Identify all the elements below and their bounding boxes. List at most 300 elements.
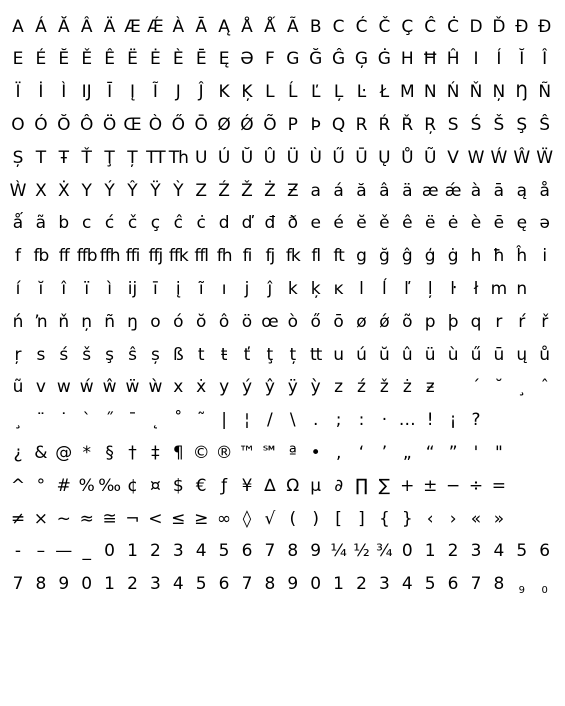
glyph-cell: µ: [310, 475, 322, 496]
glyph-cell: +: [400, 475, 415, 496]
glyph-cell: ä: [402, 180, 413, 201]
glyph-cell: <: [148, 508, 163, 529]
glyph-cell: 3: [149, 574, 161, 595]
glyph-cell: ]: [358, 508, 365, 529]
glyph-cell: ◊: [242, 508, 252, 529]
glyph-cell: Ż: [264, 180, 276, 201]
glyph-cell: @: [55, 442, 73, 463]
glyph-cell: ð: [287, 213, 298, 234]
glyph-cell: –: [36, 541, 46, 562]
glyph-cell: }: [401, 508, 413, 529]
glyph-cell: √: [264, 508, 276, 529]
glyph-cell: 0: [310, 574, 322, 595]
glyph-cell: 1: [333, 574, 344, 595]
glyph-cell: ?: [471, 410, 481, 431]
glyph-cell: Ĺ: [288, 82, 298, 103]
glyph-cell: N: [423, 82, 437, 103]
glyph-cell: ”: [448, 442, 458, 463]
glyph-cell: ẅ: [125, 377, 140, 398]
glyph-cell: A: [12, 16, 24, 37]
glyph-row: [0, 373, 565, 403]
glyph-cell: 2: [356, 574, 367, 595]
glyph-cell: ƒ: [221, 475, 228, 496]
glyph-cell: ñ: [104, 311, 115, 332]
glyph-cell: ≅: [102, 508, 117, 529]
glyph-cell: 0: [401, 541, 413, 562]
glyph-cell: ċ: [196, 213, 206, 234]
glyph-cell: V: [447, 147, 459, 168]
glyph-cell: ş: [105, 344, 115, 365]
glyph-cell: G: [286, 49, 300, 70]
glyph-cell: ú: [356, 344, 367, 365]
glyph-cell: Ã: [286, 16, 299, 37]
glyph-cell: r: [495, 311, 503, 332]
glyph-cell: ț: [289, 344, 297, 365]
glyph-cell: Š: [493, 114, 505, 135]
glyph-cell: Ŀ: [356, 82, 367, 103]
glyph-cell: 2: [447, 541, 459, 562]
glyph-cell: ì: [107, 278, 112, 299]
glyph-cell: Æ: [124, 16, 141, 37]
glyph-cell: ŝ: [128, 344, 137, 365]
glyph-cell: 3: [470, 541, 482, 562]
glyph-row: [0, 471, 565, 501]
glyph-cell: i: [542, 246, 548, 267]
glyph-cell: Ź: [218, 180, 230, 201]
glyph-cell: Y: [81, 180, 92, 201]
glyph-cell: Ĳ: [81, 82, 92, 103]
glyph-cell: ę: [516, 213, 528, 234]
glyph-cell: ė: [447, 213, 459, 234]
glyph-cell: »: [493, 508, 505, 529]
glyph-cell: Ć: [355, 16, 368, 37]
glyph-cell: ÷: [468, 475, 484, 496]
glyph-cell: 7: [12, 574, 24, 595]
glyph-cell: ẃ: [79, 377, 94, 398]
glyph-cell: Ċ: [447, 16, 460, 37]
glyph-cell: ĵ: [267, 278, 273, 299]
glyph-cell: ň: [58, 311, 70, 332]
glyph-cell: L: [265, 82, 275, 103]
glyph-cell: ų: [516, 344, 528, 365]
glyph-cell: ¯: [128, 410, 137, 431]
glyph-cell: Ÿ: [150, 180, 161, 201]
glyph-cell: ẁ: [148, 377, 163, 398]
glyph-cell: ~: [56, 508, 71, 529]
glyph-cell: ≥: [194, 508, 209, 529]
glyph-cell: ŗ: [14, 344, 22, 365]
glyph-cell: ½: [353, 541, 370, 562]
glyph-cell: ġ: [447, 246, 459, 267]
glyph-cell: Ű: [332, 147, 345, 168]
glyph-cell: â: [379, 180, 390, 201]
glyph-cell: ŏ: [195, 311, 207, 332]
glyph-cell: ğ: [378, 246, 390, 267]
glyph-cell: ˙: [59, 410, 69, 431]
glyph-cell: K: [218, 82, 230, 103]
glyph-cell: Ĥ: [446, 49, 460, 70]
glyph-cell: |: [221, 410, 227, 431]
glyph-cell: •: [310, 442, 321, 463]
glyph-cell: Ķ: [241, 82, 253, 103]
glyph-cell: q: [470, 311, 482, 332]
glyph-cell: R: [355, 114, 368, 135]
glyph-cell: Ƶ: [286, 180, 299, 201]
glyph-cell: X: [35, 180, 47, 201]
glyph-cell: Ĉ: [424, 16, 437, 37]
glyph-cell: È: [172, 49, 184, 70]
glyph-cell: d: [218, 213, 230, 234]
glyph-cell: x: [173, 377, 184, 398]
glyph-cell: fb: [33, 246, 49, 267]
glyph-cell: l: [359, 278, 364, 299]
glyph-cell: é: [333, 213, 344, 234]
glyph-cell: ®: [215, 442, 233, 463]
glyph-cell: =: [491, 475, 507, 496]
glyph-cell: 5: [516, 541, 528, 562]
glyph-cell: Ĩ: [152, 82, 158, 103]
glyph-cell: j: [244, 278, 250, 299]
glyph-cell: Ĕ: [58, 49, 70, 70]
glyph-cell: ›: [449, 508, 457, 529]
glyph-cell: —: [55, 541, 73, 562]
glyph-cell: Ω: [286, 475, 300, 496]
glyph-cell: TT: [146, 147, 165, 168]
glyph-cell: Ā: [195, 16, 207, 37]
glyph-cell: Ẅ: [536, 147, 554, 168]
glyph-cell: ə: [539, 213, 550, 234]
glyph-cell: c: [82, 213, 92, 234]
glyph-cell: ^: [10, 475, 26, 496]
glyph-cell: ff: [58, 246, 69, 267]
glyph-cell: å: [539, 180, 550, 201]
glyph-cell: ř: [541, 311, 549, 332]
glyph-cell: Ö: [102, 114, 117, 135]
glyph-cell: Z: [195, 180, 208, 201]
glyph-cell: ŕ: [518, 311, 526, 332]
glyph-cell: ': [473, 442, 479, 463]
glyph-cell: Ń: [446, 82, 460, 103]
glyph-cell: 4: [172, 574, 184, 595]
glyph-cell: Ħ: [422, 49, 438, 70]
glyph-cell: ś: [59, 344, 69, 365]
glyph-cell: ∂: [334, 475, 343, 496]
glyph-cell: 1: [104, 574, 115, 595]
glyph-cell: Ĭ: [519, 49, 525, 70]
glyph-cell: ņ: [81, 311, 93, 332]
glyph-cell: Á: [35, 16, 47, 37]
glyph-cell: ℠: [261, 442, 279, 463]
glyph-cell: Ð: [538, 16, 552, 37]
glyph-row: [0, 406, 565, 436]
glyph-cell: a: [310, 180, 321, 201]
glyph-cell: t: [197, 344, 205, 365]
glyph-cell: ¢: [127, 475, 138, 496]
glyph-cell: F: [265, 49, 275, 70]
glyph-cell: !: [426, 410, 434, 431]
glyph-cell: đ: [264, 213, 276, 234]
glyph-cell: m: [490, 278, 508, 299]
glyph-cell: ǽ: [444, 180, 462, 201]
glyph-cell: Ő: [171, 114, 185, 135]
glyph-cell: ș: [150, 344, 160, 365]
glyph-cell: ©: [192, 442, 210, 463]
glyph-cell: Ĝ: [332, 49, 346, 70]
glyph-cell: Ŋ: [515, 82, 529, 103]
glyph-cell: k: [287, 278, 298, 299]
glyph-cell: tt: [310, 344, 322, 365]
glyph-cell: Ë: [127, 49, 138, 70]
glyph-cell: û: [401, 344, 413, 365]
glyph-cell: 0: [81, 574, 93, 595]
glyph-row: [0, 504, 565, 534]
glyph-cell: Ô: [79, 114, 94, 135]
glyph-cell: Ç: [401, 16, 414, 37]
glyph-cell: Į: [129, 82, 135, 103]
glyph-cell: «: [470, 508, 482, 529]
glyph-cell: ˛: [151, 410, 160, 431]
glyph-cell: 5: [424, 574, 436, 595]
glyph-cell: Â: [80, 16, 93, 37]
glyph-cell: 3: [172, 541, 184, 562]
glyph-cell: Ŭ: [240, 147, 254, 168]
glyph-cell: Ø: [217, 114, 231, 135]
glyph-cell: w: [56, 377, 71, 398]
glyph-cell: Ŷ: [127, 180, 138, 201]
glyph-cell: E: [12, 49, 24, 70]
glyph-cell: ó: [173, 311, 184, 332]
glyph-cell: ¥: [241, 475, 253, 496]
glyph-cell: T: [35, 147, 47, 168]
glyph-cell: Ř: [401, 114, 414, 135]
glyph-row: [0, 438, 565, 468]
glyph-cell: ż: [402, 377, 412, 398]
glyph-cell: ¿: [13, 442, 23, 463]
glyph-cell: Ñ: [538, 82, 552, 103]
glyph-cell: ť: [243, 344, 251, 365]
glyph-cell: Ü: [286, 147, 300, 168]
glyph-cell: g: [356, 246, 367, 267]
glyph-cell: è: [470, 213, 482, 234]
glyph-cell: 7: [264, 541, 276, 562]
glyph-cell: ˝: [105, 410, 114, 431]
glyph-cell: 5: [218, 541, 230, 562]
glyph-row: [0, 242, 565, 272]
glyph-cell: Ŵ: [513, 147, 531, 168]
glyph-cell: fk: [285, 246, 300, 267]
glyph-cell: Q: [331, 114, 346, 135]
glyph-cell: č: [127, 213, 138, 234]
glyph-cell: Ō: [194, 114, 208, 135]
glyph-cell: ª: [288, 442, 297, 463]
glyph-cell: *: [82, 442, 91, 463]
glyph-cell: fj: [265, 246, 275, 267]
glyph-cell: Ų: [378, 147, 391, 168]
glyph-cell: Th: [168, 147, 188, 168]
glyph-cell: ģ: [424, 246, 436, 267]
glyph-cell: 7: [470, 574, 482, 595]
glyph-cell: þ: [447, 311, 459, 332]
glyph-cell: ): [312, 508, 319, 529]
glyph-cell: ×: [33, 508, 49, 529]
glyph-cell: Ś: [470, 114, 482, 135]
glyph-cell: ffh: [99, 246, 120, 267]
glyph-cell: h: [470, 246, 482, 267]
glyph-cell: C: [332, 16, 345, 37]
glyph-cell: [: [335, 508, 342, 529]
glyph-cell: Œ: [123, 114, 142, 135]
glyph-cell: Ì: [61, 82, 67, 103]
glyph-cell: ¤: [149, 475, 161, 496]
glyph-cell: Ē: [195, 49, 207, 70]
glyph-cell: ĭ: [38, 278, 44, 299]
glyph-row: [0, 12, 565, 42]
glyph-cell: 6: [539, 541, 551, 562]
glyph-cell: ¾: [376, 541, 393, 562]
glyph-cell: ý: [241, 377, 253, 398]
glyph-cell: Ğ: [309, 49, 323, 70]
glyph-cell: ħ: [492, 246, 505, 267]
glyph-cell: ķ: [310, 278, 321, 299]
glyph-cell: ‹: [426, 508, 434, 529]
glyph-cell: 3: [378, 574, 390, 595]
glyph-cell: í: [15, 278, 21, 299]
glyph-cell: ŵ: [102, 377, 117, 398]
glyph-cell: ô: [218, 311, 230, 332]
glyph-cell: v: [35, 377, 46, 398]
glyph-cell: I: [473, 49, 479, 70]
glyph-cell: :: [358, 410, 365, 431]
glyph-cell: ľ: [404, 278, 411, 299]
glyph-cell: ˘: [494, 377, 504, 398]
glyph-cell: 0: [541, 584, 548, 596]
glyph-cell: ű: [470, 344, 482, 365]
glyph-cell: Ẁ: [9, 180, 27, 201]
glyph-cell: ¦: [244, 410, 250, 431]
glyph-cell: „: [402, 442, 412, 463]
glyph-cell: ∆: [264, 475, 276, 496]
glyph-cell: ź: [357, 377, 366, 398]
glyph-cell: 4: [195, 541, 207, 562]
glyph-cell: ´: [471, 377, 481, 398]
glyph-cell: Ī: [107, 82, 113, 103]
glyph-cell: ∏: [355, 475, 368, 496]
glyph-cell: Ţ: [104, 147, 115, 168]
glyph-cell: ƶ: [425, 377, 435, 398]
glyph-cell: ŧ: [220, 344, 228, 365]
glyph-cell: Ǻ: [264, 16, 276, 37]
glyph-cell: ū: [493, 344, 505, 365]
glyph-cell: ‡: [151, 442, 160, 463]
glyph-cell: ·: [381, 410, 388, 431]
glyph-cell: į: [175, 278, 181, 299]
glyph-cell: ò: [287, 311, 298, 332]
glyph-cell: ffi: [125, 246, 140, 267]
glyph-cell: B: [309, 16, 322, 37]
glyph-row: [0, 209, 565, 239]
glyph-cell: Ž: [241, 180, 253, 201]
glyph-cell: 2: [127, 574, 138, 595]
glyph-cell: ‚: [335, 442, 342, 463]
glyph-cell: Ŗ: [424, 114, 437, 135]
glyph-cell: Å: [241, 16, 253, 37]
glyph-cell: 6: [241, 541, 253, 562]
glyph-cell: p: [424, 311, 436, 332]
glyph-cell: ê: [402, 213, 413, 234]
glyph-cell: ā: [493, 180, 505, 201]
glyph-cell: ë: [424, 213, 436, 234]
glyph-cell: Ẋ: [57, 180, 70, 201]
glyph-cell: Ŧ: [58, 147, 69, 168]
glyph-cell: 6: [447, 574, 459, 595]
glyph-cell: ¸: [13, 410, 23, 431]
glyph-row: [0, 143, 565, 173]
glyph-cell: ŉ: [33, 311, 48, 332]
glyph-cell: Ò: [148, 114, 163, 135]
glyph-cell: Ŏ: [57, 114, 71, 135]
glyph-cell: Ǽ: [147, 16, 164, 37]
glyph-cell: `: [82, 410, 91, 431]
glyph-cell: _: [82, 541, 91, 562]
glyph-cell: Ỳ: [173, 180, 184, 201]
glyph-cell: ï: [84, 278, 90, 299]
glyph-row: [0, 570, 565, 600]
glyph-cell: Ļ: [333, 82, 344, 103]
glyph-cell: ™: [238, 442, 256, 463]
glyph-cell: ē: [493, 213, 505, 234]
glyph-cell: 0: [104, 541, 115, 562]
glyph-cell: ˆ: [540, 377, 549, 398]
glyph-cell: Ů: [401, 147, 414, 168]
glyph-cell: Đ: [515, 16, 529, 37]
glyph-cell: Ó: [34, 114, 48, 135]
glyph-cell: ffl: [194, 246, 209, 267]
glyph-row: [0, 274, 565, 304]
glyph-cell: É: [35, 49, 47, 70]
glyph-row: [0, 176, 565, 206]
glyph-cell: Í: [496, 49, 502, 70]
glyph-cell: ffj: [148, 246, 163, 267]
glyph-cell: ù: [447, 344, 459, 365]
glyph-cell: ń: [12, 311, 24, 332]
glyph-cell: Ù: [309, 147, 322, 168]
glyph-cell: õ: [402, 311, 413, 332]
glyph-cell: Ġ: [377, 49, 391, 70]
glyph-cell: Û: [263, 147, 277, 168]
glyph-cell: ẋ: [196, 377, 207, 398]
glyph-cell: ¶: [172, 442, 184, 463]
glyph-cell: ‰: [98, 475, 121, 496]
glyph-cell: ö: [241, 311, 253, 332]
glyph-cell: “: [425, 442, 435, 463]
glyph-cell: ž: [379, 377, 389, 398]
glyph-row: [0, 45, 565, 75]
glyph-cell: Ț: [127, 147, 138, 168]
glyph-cell: ą: [516, 180, 527, 201]
glyph-cell: Ľ: [310, 82, 321, 103]
glyph-cell: Ǿ: [240, 114, 254, 135]
glyph-cell: ‘: [358, 442, 365, 463]
glyph-row: [0, 307, 565, 337]
glyph-cell: †: [128, 442, 137, 463]
glyph-cell: Ú: [217, 147, 231, 168]
glyph-cell: Ě: [81, 49, 93, 70]
glyph-cell: 4: [493, 541, 505, 562]
glyph-cell: Î: [542, 49, 548, 70]
glyph-cell: ≈: [79, 508, 94, 529]
glyph-cell: &: [34, 442, 48, 463]
glyph-cell: 4: [401, 574, 413, 595]
